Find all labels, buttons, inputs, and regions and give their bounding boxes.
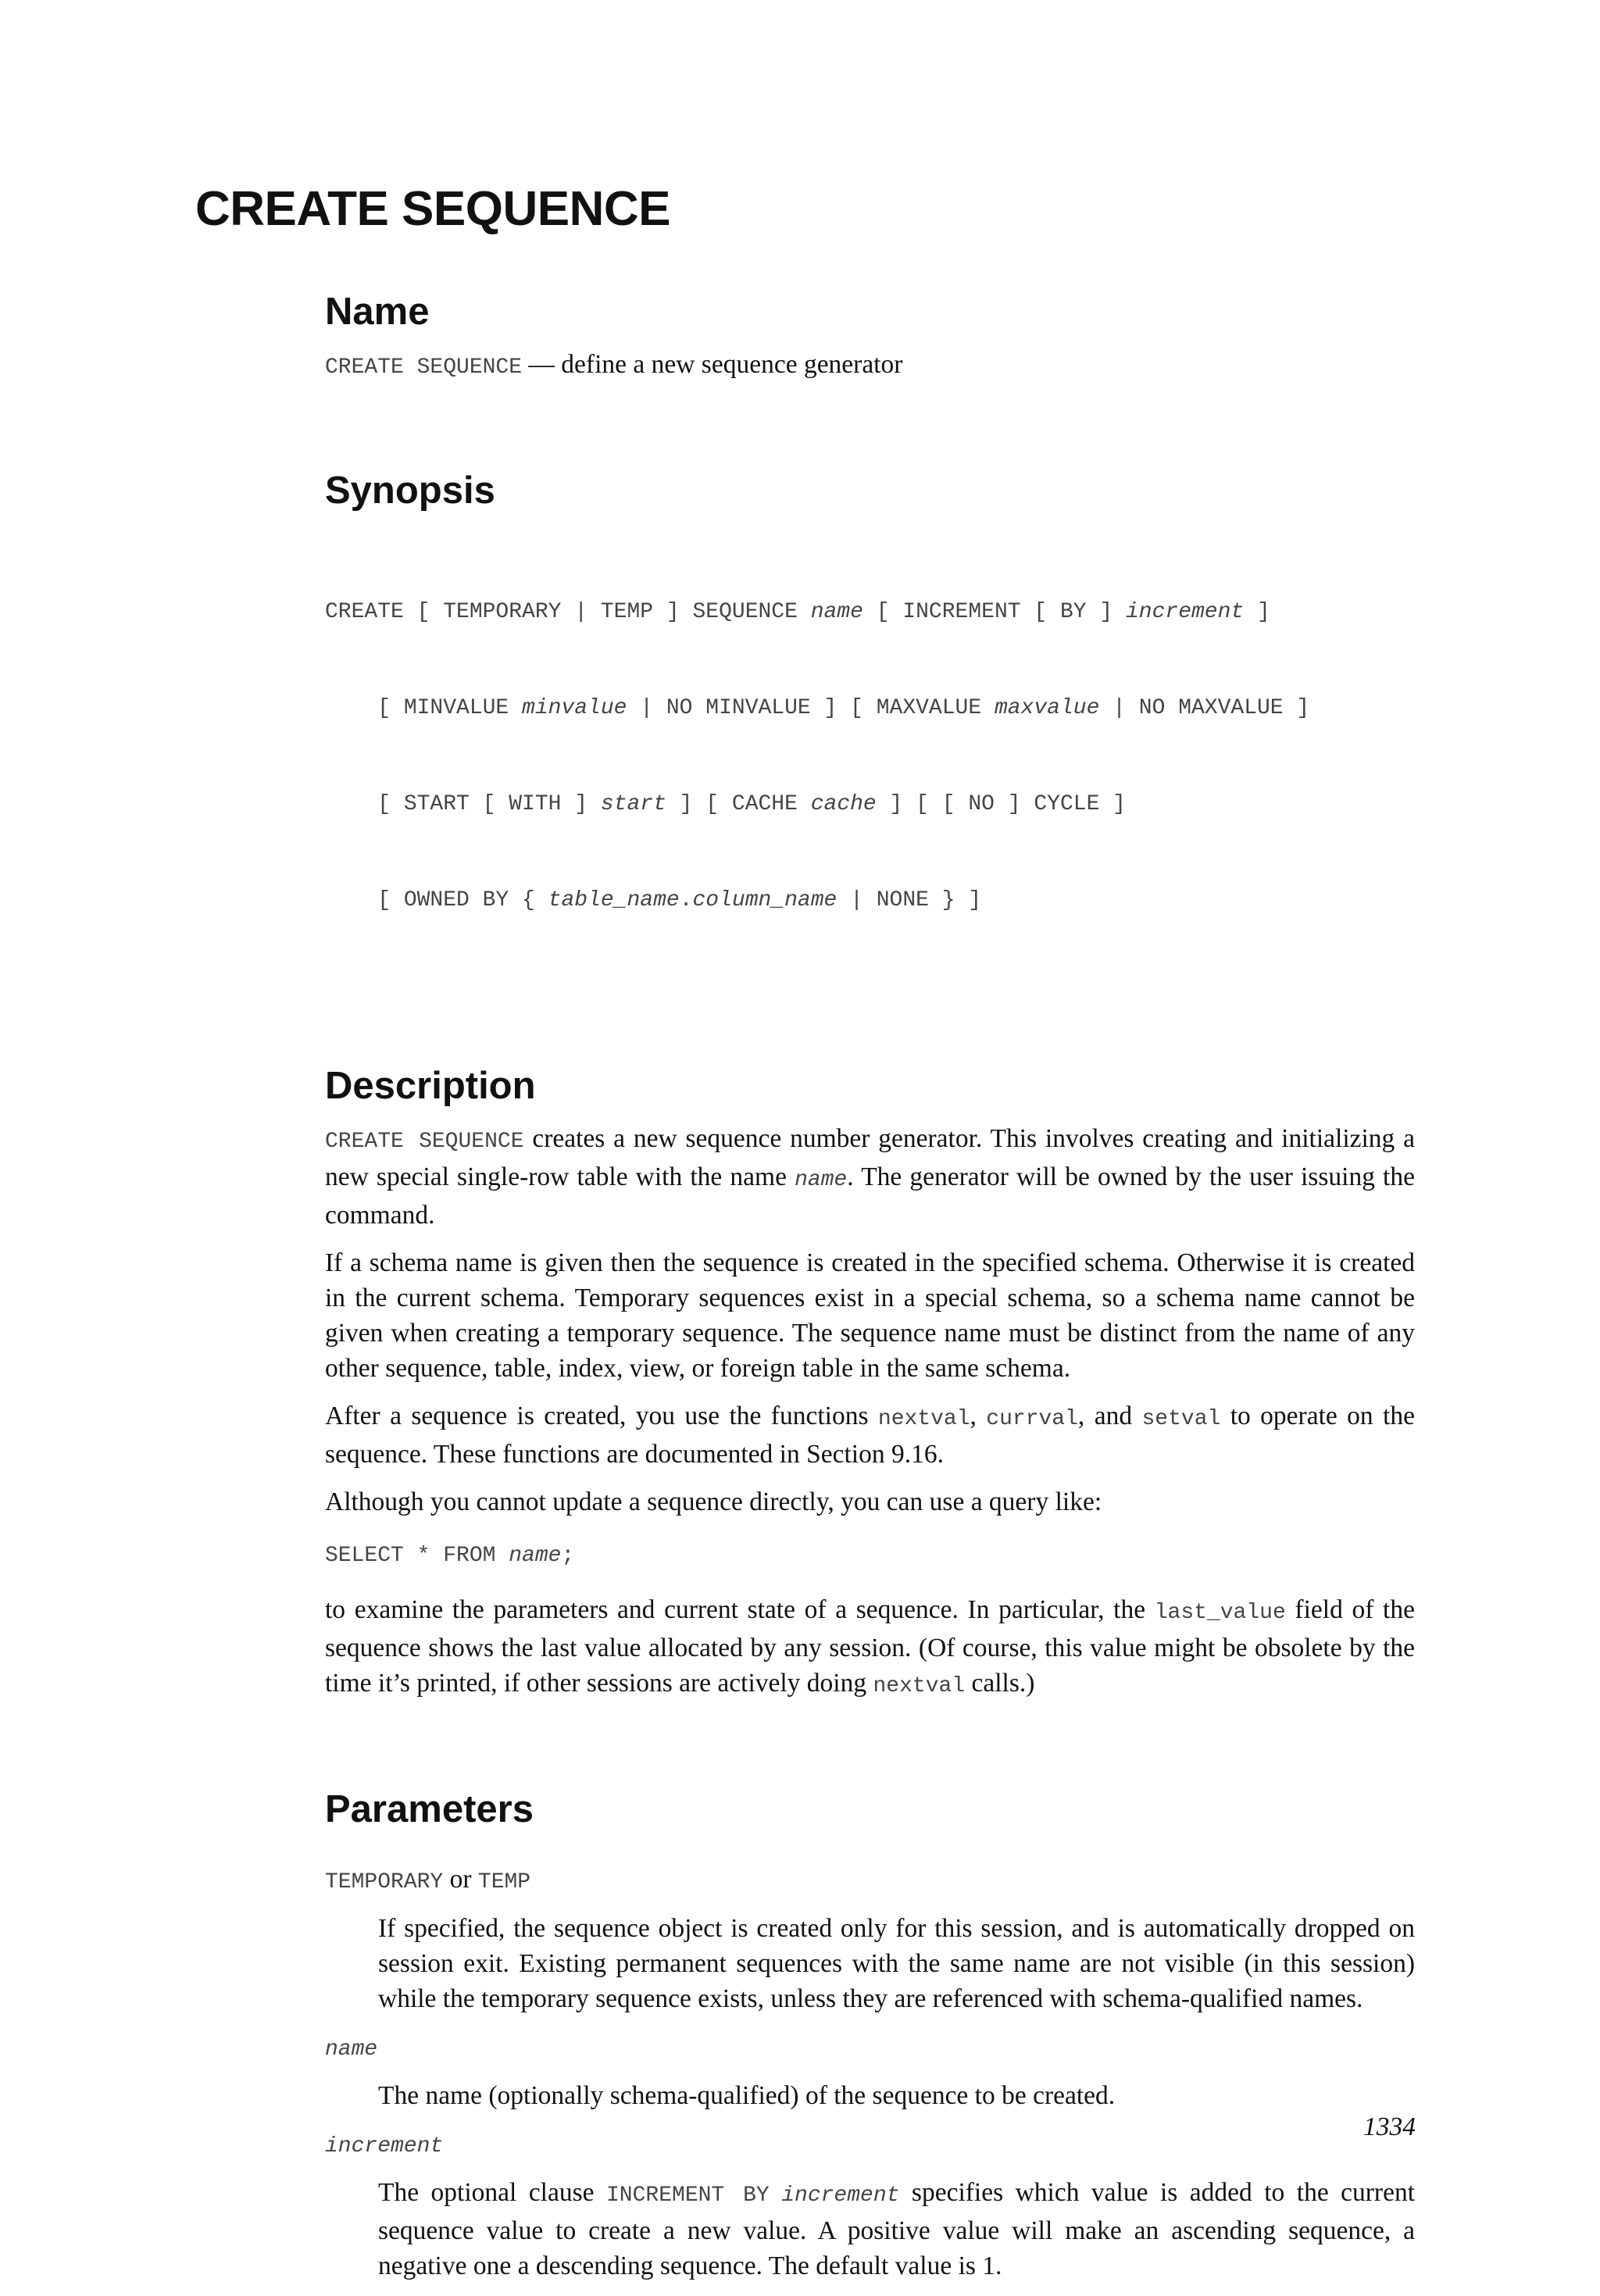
parameters-section	[325, 1785, 1415, 2284]
text-run: [ OWNED BY {	[325, 888, 548, 912]
text-run: field of the sequence shows the last value allocated by any session. (Of course, this value might be obsolete by the time it’s printed, if other sessions are actively doing	[325, 1595, 1415, 1698]
placeholder-term: start	[600, 792, 666, 816]
text-run: ,	[970, 1402, 987, 1430]
text-run: ]	[1244, 600, 1270, 624]
placeholder-term: name	[509, 1544, 562, 1568]
page-title: CREATE SEQUENCE	[195, 182, 670, 236]
text-run: ;	[561, 1544, 575, 1568]
synopsis-section	[325, 466, 1415, 980]
synopsis-code	[325, 532, 1415, 980]
code-term: TEMP	[477, 1870, 531, 1894]
name-heading: Name	[325, 291, 430, 333]
text-run: or	[443, 1865, 478, 1894]
code-term: INCREMENT BY	[606, 2184, 770, 2208]
description-paragraph	[325, 1484, 1415, 1519]
description-paragraph	[325, 1398, 1415, 1472]
parameter-entry	[325, 1862, 1415, 2016]
text-run: [ START [ WITH ]	[325, 792, 601, 816]
parameter-entry	[325, 2126, 1415, 2284]
description-heading: Description	[325, 1065, 536, 1107]
placeholder-term: maxvalue	[994, 696, 1100, 720]
text-run: creates a new sequence number generator. This involves creating and initializing a new special single-row table with the name	[325, 1124, 1416, 1191]
text-run: [ MINVALUE	[325, 696, 523, 720]
placeholder-term: table_name	[548, 888, 680, 912]
code-term: setval	[1141, 1407, 1221, 1431]
synopsis-line	[325, 788, 1415, 820]
example-query	[325, 1540, 1415, 1572]
synopsis-line	[325, 692, 1415, 724]
placeholder-term: name	[325, 2037, 378, 2062]
synopsis-line	[325, 884, 1415, 916]
text-run	[770, 2178, 781, 2207]
text-run: If specified, the sequence object is created only for this session, and is automatically dropped on session exit. Existing permanent sequences with the same name are not visible (in this session) while the temporary sequence exists, unless they are referenced with schema-qualified names.	[378, 1914, 1415, 2013]
code-term: nextval	[873, 1674, 966, 1698]
parameter-term	[325, 2126, 1415, 2164]
code-term: CREATE SEQUENCE	[325, 1130, 524, 1154]
description-paragraph	[325, 1121, 1415, 1233]
parameter-description	[378, 2175, 1415, 2284]
text-run: | NO MINVALUE ] [ MAXVALUE	[627, 696, 995, 720]
placeholder-term: column_name	[692, 888, 838, 912]
text-run: The name (optionally schema-qualified) of the sequence to be created.	[378, 2081, 1116, 2110]
text-run: [ INCREMENT [ BY ]	[862, 600, 1126, 624]
parameter-entry	[325, 2029, 1415, 2113]
parameter-term	[325, 2029, 1415, 2067]
text-run: .	[679, 888, 693, 912]
parameter-description	[378, 1911, 1415, 2016]
placeholder-term: name	[810, 600, 863, 624]
text-run: specifies which value is added to the current sequence value to create a new value. A positive value will make an ascending sequence, a negative one a descending sequence. The default value is 1.	[378, 2178, 1416, 2280]
parameter-term	[325, 1862, 1415, 1900]
text-run: , and	[1077, 1402, 1142, 1430]
name-line	[325, 347, 1415, 385]
description-paragraph	[325, 1592, 1415, 1704]
command-summary: — define a new sequence generator	[522, 350, 903, 379]
placeholder-term: cache	[810, 792, 877, 816]
placeholder-term: minvalue	[522, 696, 627, 720]
text-run: | NONE } ]	[837, 888, 982, 912]
synopsis-line	[325, 596, 1415, 628]
text-run: to examine the parameters and current state of a sequence. In particular, the	[325, 1595, 1155, 1624]
description-section	[325, 1062, 1415, 1704]
description-paragraph	[325, 1245, 1415, 1386]
page-number: 1334	[1363, 2112, 1416, 2141]
placeholder-term: increment	[781, 2184, 900, 2208]
placeholder-term: increment	[325, 2134, 444, 2159]
name-section	[325, 287, 1415, 385]
main-content	[325, 287, 1415, 2296]
code-term: last_value	[1154, 1601, 1286, 1625]
text-run: to operate on the sequence. These functions are documented in Section 9.16.	[325, 1402, 1415, 1469]
placeholder-term: name	[795, 1168, 848, 1192]
text-run: ] [ [ NO ] CYCLE ]	[876, 792, 1126, 816]
synopsis-heading: Synopsis	[325, 470, 495, 512]
parameter-description	[378, 2078, 1415, 2113]
code-term: TEMPORARY	[325, 1870, 444, 1894]
code-term: currval	[986, 1407, 1078, 1431]
text-run: The optional clause	[378, 2178, 606, 2207]
code-term: nextval	[877, 1407, 970, 1431]
text-run: Although you cannot update a sequence directly, you can use a query like:	[325, 1487, 1102, 1516]
text-run: calls.)	[965, 1669, 1035, 1698]
command-name: CREATE SEQUENCE	[325, 355, 523, 380]
text-run: ] [ CACHE	[666, 792, 811, 816]
text-run: SELECT * FROM	[325, 1544, 509, 1568]
text-run: CREATE [ TEMPORARY | TEMP ] SEQUENCE	[325, 600, 811, 624]
text-run: If a schema name is given then the sequence is created in the specified schema. Otherwise it is created in the current schema. Temporary sequences exist in a special schema, so a schema name cannot be given when creating a temporary sequence. The sequence name must be distinct from the name of any other sequence, table, index, view, or foreign table in the same schema.	[325, 1248, 1415, 1383]
text-run: . The generator will be owned by the user issuing the command.	[325, 1162, 1415, 1230]
text-run: After a sequence is created, you use the functions	[325, 1402, 878, 1430]
placeholder-term: increment	[1125, 600, 1245, 624]
text-run: | NO MAXVALUE ]	[1099, 696, 1310, 720]
parameters-heading: Parameters	[325, 1788, 534, 1830]
